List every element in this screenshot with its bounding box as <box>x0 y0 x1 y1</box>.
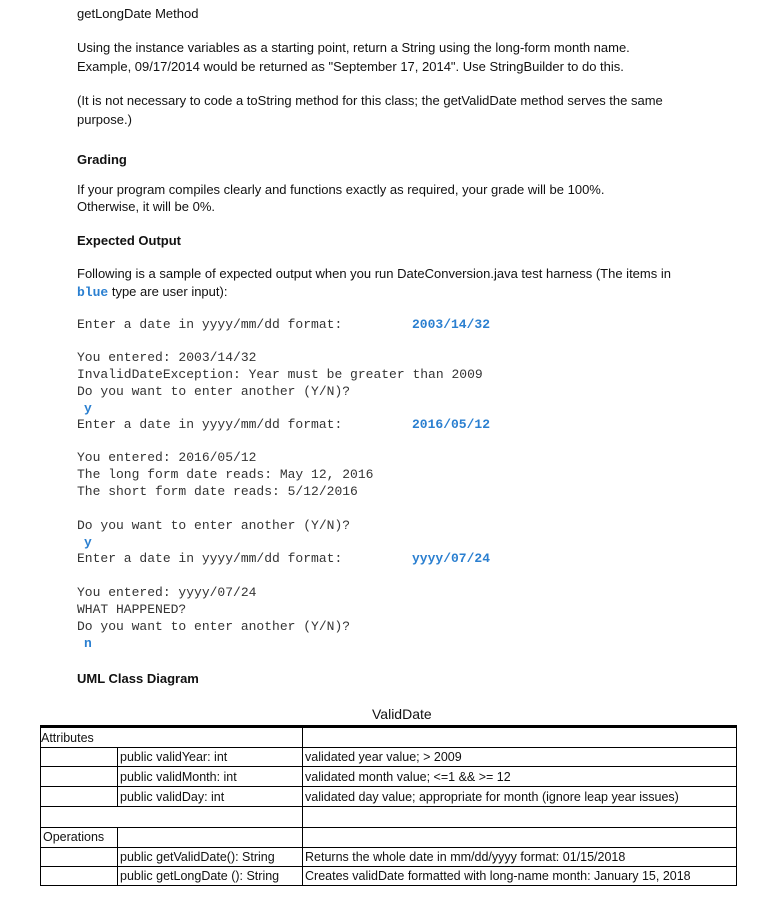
attribute-desc: validated year value; > 2009 <box>305 750 462 764</box>
console-short-form: The short form date reads: 5/12/2016 <box>77 484 358 499</box>
expected-line-1: Following is a sample of expected output when you run DateConversion.java test harness (The items in <box>77 266 671 281</box>
uml-heading: UML Class Diagram <box>77 671 199 686</box>
console-entered-1: You entered: 2003/14/32 <box>77 350 257 365</box>
description-line-2: Example, 09/17/2014 would be returned as "September 17, 2014". Use StringBuilder to do this. <box>77 59 624 74</box>
uml-class-name: ValidDate <box>372 706 432 722</box>
operation-name: public getLongDate (): String <box>120 869 280 883</box>
console-answer-3: n <box>84 636 92 651</box>
attribute-desc: validated day value; appropriate for month (ignore leap year issues) <box>305 790 679 804</box>
console-prompt-2: Enter a date in yyyy/mm/dd format: <box>77 417 343 432</box>
expected-line-2: blue type are user input): <box>77 284 228 300</box>
attribute-name: public validYear: int <box>120 750 228 764</box>
grading-line-2: Otherwise, it will be 0%. <box>77 199 215 214</box>
console-again-2: Do you want to enter another (Y/N)? <box>77 518 351 533</box>
attribute-name: public validMonth: int <box>120 770 237 784</box>
console-answer-2: y <box>84 535 92 550</box>
console-input-3: yyyy/07/24 <box>412 551 491 566</box>
attribute-name: public validDay: int <box>120 790 225 804</box>
description-line-1: Using the instance variables as a starting point, return a String using the long-form month name. <box>77 40 630 55</box>
console-input-2: 2016/05/12 <box>412 417 491 432</box>
console-entered-3: You entered: yyyy/07/24 <box>77 585 257 600</box>
console-prompt-3: Enter a date in yyyy/mm/dd format: <box>77 551 343 566</box>
console-input-1: 2003/14/32 <box>412 317 491 332</box>
console-what-happened: WHAT HAPPENED? <box>77 602 187 617</box>
operations-label: Operations <box>43 830 105 844</box>
console-again-1: Do you want to enter another (Y/N)? <box>77 384 351 399</box>
console-again-3: Do you want to enter another (Y/N)? <box>77 619 351 634</box>
console-error-1: InvalidDateException: Year must be greater than 2009 <box>77 367 483 382</box>
console-long-form: The long form date reads: May 12, 2016 <box>77 467 374 482</box>
operation-desc: Returns the whole date in mm/dd/yyyy format: 01/15/2018 <box>305 850 626 864</box>
console-entered-2: You entered: 2016/05/12 <box>77 450 257 465</box>
blue-word: blue <box>77 285 109 300</box>
operation-name: public getValidDate(): String <box>120 850 275 864</box>
grading-line-1: If your program compiles clearly and functions exactly as required, your grade will be 100%. <box>77 182 605 197</box>
grading-heading: Grading <box>77 152 127 167</box>
note-line-2: purpose.) <box>77 112 132 127</box>
console-answer-1: y <box>84 401 92 416</box>
expected-output-heading: Expected Output <box>77 233 182 248</box>
attributes-label: Attributes <box>41 731 94 745</box>
method-heading: getLongDate Method <box>77 6 199 21</box>
operation-desc: Creates validDate formatted with long-name month: January 15, 2018 <box>305 869 691 883</box>
attribute-desc: validated month value; <=1 && >= 12 <box>305 770 511 784</box>
console-prompt-1: Enter a date in yyyy/mm/dd format: <box>77 317 343 332</box>
note-line-1: (It is not necessary to code a toString method for this class; the getValidDate method serves the same <box>77 93 663 108</box>
